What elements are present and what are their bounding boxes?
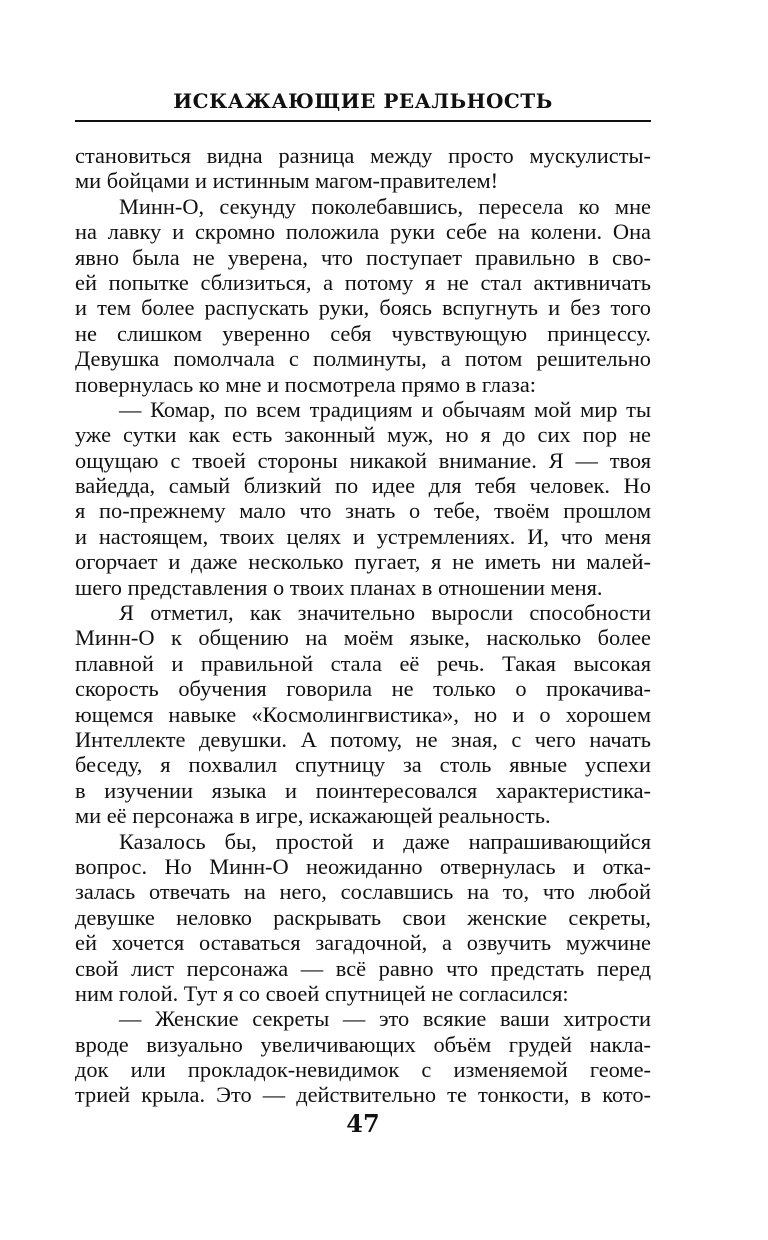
text-line: Интеллекте девушки. А потому, не зная, с чего начать: [75, 726, 651, 752]
text-line: в изучении языка и поинтересовался характеристика-: [75, 777, 651, 803]
text-line: ей хочется оставаться загадочной, а озвучить мужчине: [75, 930, 651, 956]
text-line: плавной и правильной стала её речь. Такая высокая: [75, 650, 651, 676]
text-line: Минн-О к общению на моём языке, насколько более: [75, 625, 651, 651]
text-line: девушке неловко раскрывать свои женские секреты,: [75, 904, 651, 930]
text-line: залась отвечать на него, сославшись на то, что любой: [75, 879, 651, 905]
text-line: — Комар, по всем традициям и обычаям мой мир ты: [119, 396, 651, 422]
paragraph: [75, 1006, 651, 1108]
body-text: [75, 143, 651, 1108]
text-line: Девушка помолчала с полминуты, а потом решительно: [75, 346, 651, 372]
text-line: на лавку и скромно положила руки себе на колени. Она: [75, 219, 651, 245]
header-rule: [75, 120, 651, 122]
text-line: и настоящем, твоих целях и устремлениях. И, что меня: [75, 523, 651, 549]
paragraph: [75, 143, 651, 194]
text-line: скорость обучения говорила не только о прокачива-: [75, 676, 651, 702]
text-line: док или прокладок-невидимок с изменяемой геоме-: [75, 1057, 651, 1083]
text-line: вопрос. Но Минн-О неожиданно отвернулась и отка-: [75, 853, 651, 879]
page-number: 47: [346, 1109, 380, 1138]
text-line: вроде визуально увеличивающих объём грудей наклa-: [75, 1031, 651, 1057]
text-line: ощущаю с твоей стороны никакой внимание. Я — твоя: [75, 447, 651, 473]
running-head: ИСКАЖАЮЩИЕ РЕАЛЬНОСТЬ: [173, 89, 553, 113]
text-line: ми бойцами и истинным магом-правителем!: [75, 168, 499, 194]
text-line: повернулась ко мне и посмотрела прямо в глаза:: [75, 371, 537, 397]
text-line: шего представления о твоих планах в отношении меня.: [75, 574, 603, 600]
text-line: ющемся навыке «Космолингвистика», но и о хорошем: [75, 701, 651, 727]
text-line: свой лист персонажа — всё равно что предстать перед: [75, 955, 651, 981]
text-line: ми её персонажа в игре, искажающей реальность.: [75, 803, 551, 829]
text-line: Я отметил, как значительно выросли способности: [119, 600, 651, 626]
text-line: я по-прежнему мало что знать о тебе, твоём прошлом: [75, 498, 651, 524]
text-line: Казалось бы, простой и даже напрашивающийся: [119, 828, 651, 854]
text-line: трией крыла. Это — действительно те тонкости, в кото-: [75, 1082, 651, 1108]
text-line: огорчает и даже несколько пугает, я не иметь ни малей-: [75, 549, 651, 575]
paragraph: [75, 194, 651, 397]
text-line: не слишком уверенно себя чувствующую принцессу.: [75, 320, 651, 346]
text-line: ним голой. Тут я со своей спутницей не согласился:: [75, 980, 569, 1006]
text-line: беседу, я похвалил спутницу за столь явные успехи: [75, 752, 651, 778]
text-line: уже сутки как есть законный муж, но я до сих пор не: [75, 422, 651, 448]
paragraph: [75, 829, 651, 1007]
text-line: Минн-О, секунду поколебавшись, пересела ко мне: [119, 193, 651, 219]
paragraph: [75, 397, 651, 600]
text-line: становиться видна разница между просто мускулисты-: [75, 143, 651, 168]
text-line: — Женские секреты — это всякие ваши хитрости: [119, 1006, 651, 1032]
paragraph: [75, 600, 651, 829]
text-line: и тем более распускать руки, боясь вспугнуть и без того: [75, 295, 651, 321]
text-line: ей попытке сблизиться, а потому я не стал активничать: [75, 269, 651, 295]
text-line: явно была не уверена, что поступает правильно в сво-: [75, 244, 651, 270]
text-line: вайедда, самый близкий по идее для тебя человек. Но: [75, 473, 651, 499]
